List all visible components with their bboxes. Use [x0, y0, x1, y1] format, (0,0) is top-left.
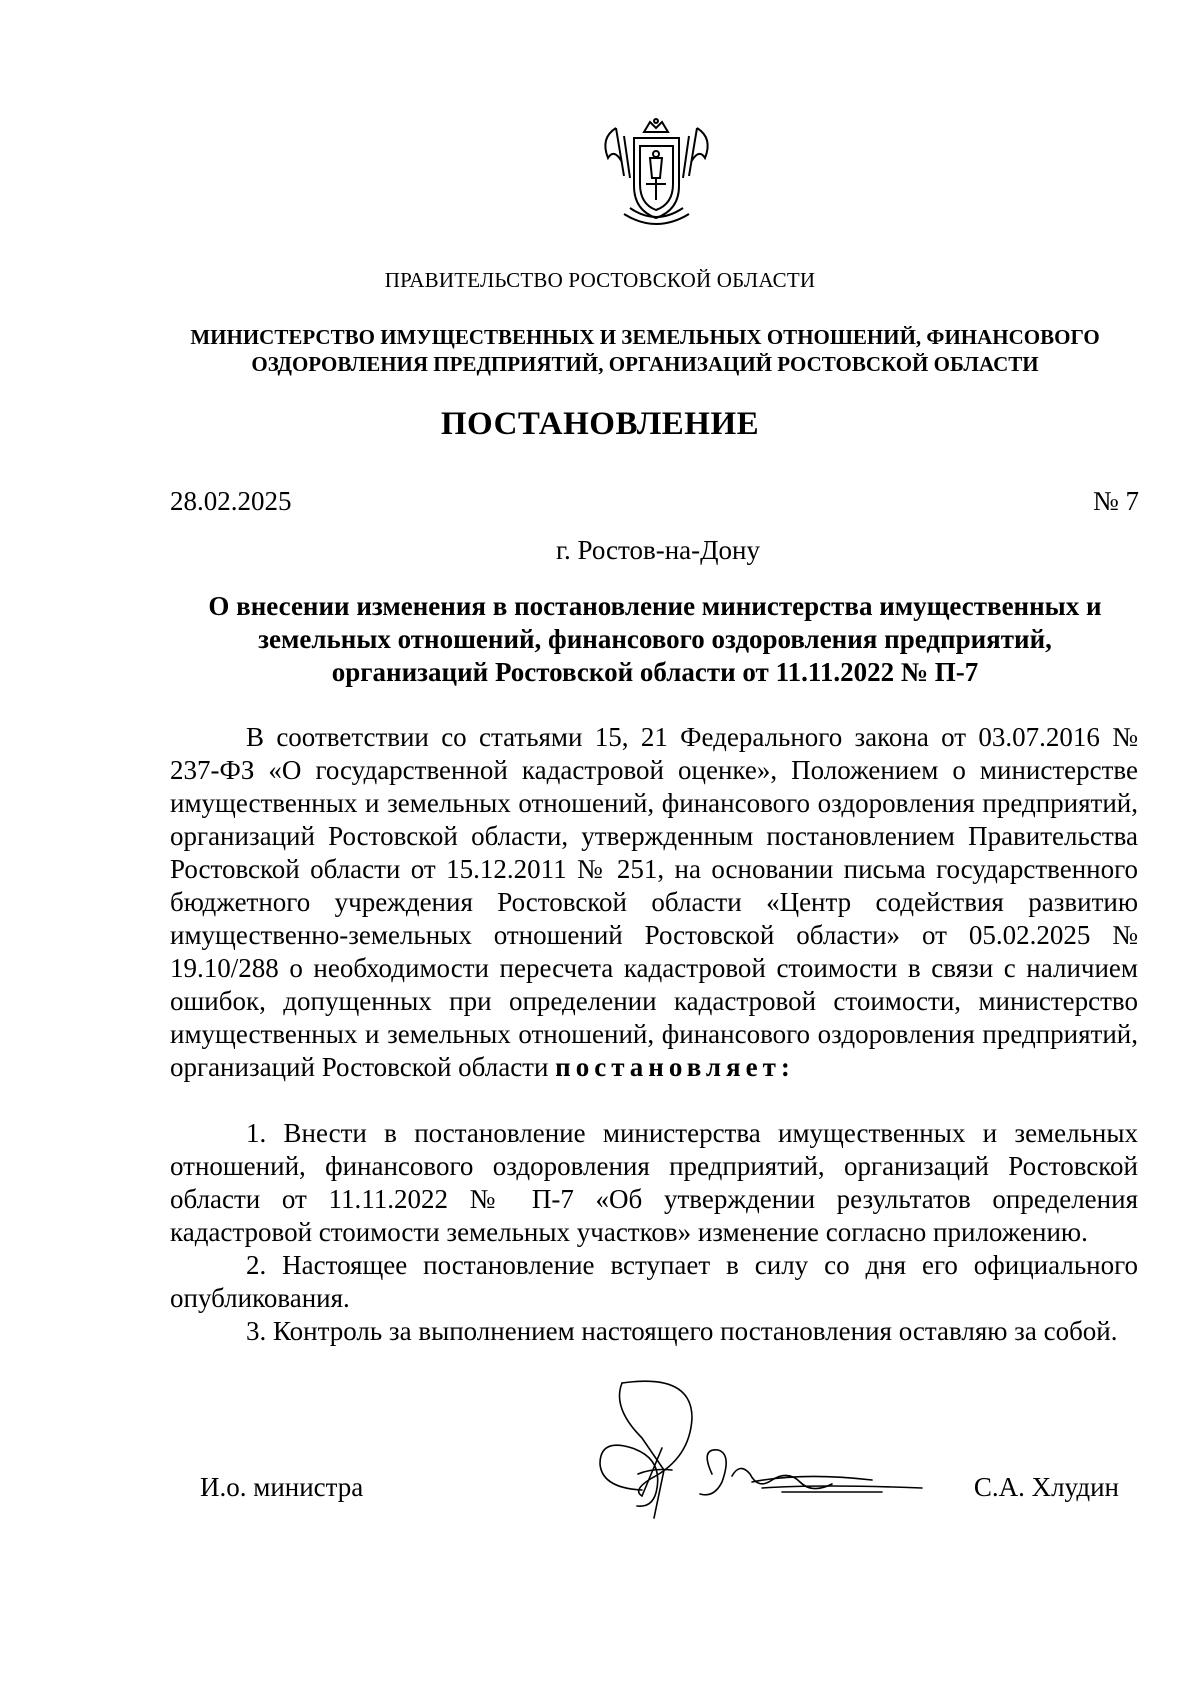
document-title: [175, 590, 1135, 689]
government-name: ПРАВИТЕЛЬСТВО РОСТОВСКОЙ ОБЛАСТИ: [384, 268, 816, 292]
document-date: 28.02.2025: [170, 486, 292, 516]
resolves-word: постановляет:: [555, 1052, 795, 1082]
ministry-name-line1: МИНИСТЕРСТВО ИМУЩЕСТВЕННЫХ И ЗЕМЕЛЬНЫХ ОТНОШЕНИЙ, ФИНАНСОВОГО: [190, 325, 1100, 349]
ministry-name-line2: ОЗДОРОВЛЕНИЯ ПРЕДПРИЯТИЙ, ОРГАНИЗАЦИЙ РОСТОВСКОЙ ОБЛАСТИ: [251, 352, 1039, 376]
document-city: г. Ростов-на-Дону: [555, 535, 760, 565]
document-number: № 7: [1092, 486, 1139, 516]
document-type: ПОСТАНОВЛЕНИЕ: [440, 406, 760, 442]
handwritten-signature: [582, 1378, 952, 1528]
title-line3: организаций Ростовской области от 11.11.2022 № П-7: [331, 657, 979, 687]
title-line1: О внесении изменения в постановление министерства имущественных и: [208, 591, 1102, 621]
preamble-paragraph: [170, 721, 1138, 1084]
item-2: 2. Настоящее постановление вступает в силу со дня его официального опубликования.: [170, 1250, 1138, 1313]
preamble-text: В соответствии со статьями 15, 21 Федерального закона от 03.07.2016 № 237-ФЗ «О государственной кадастровой оценке», Положением о министерстве имущественных и земельных отношений, финансового оздоровления предприятий, организаций Ростовской области, утвержденным постановлением Правительства Ростовской области от 15.12.2011 № 251, на основании письма государственного бюджетного учреждения Ростовской области «Центр содействия развитию имущественно-земельных отношений Ростовской области» от 05.02.2025 № 19.10/288 о необходимости пересчета кадастровой стоимости в связи с наличием ошибок, допущенных при определении кадастровой стоимости, министерство имущественных и земельных отношений, финансового оздоровления предприятий, организаций Ростовской области: [170, 722, 1138, 1082]
document-body: [170, 721, 1138, 1348]
title-line2: земельных отношений, финансового оздоровления предприятий,: [258, 624, 1052, 654]
ministry-name: [150, 324, 1140, 378]
signatory-position: И.о. министра: [200, 1472, 364, 1502]
signatory-name: С.А. Хлудин: [973, 1472, 1119, 1502]
coat-of-arms-icon: [594, 118, 719, 235]
item-1: 1. Внести в постановление министерства имущественных и земельных отношений, финансового оздоровления предприятий, организаций Ростовской области от 11.11.2022 № П-7 «Об утверждении результатов определения кадастровой стоимости земельных участков» изменение согласно приложению.: [170, 1118, 1138, 1247]
item-3: 3. Контроль за выполнением настоящего постановления оставляю за собой.: [246, 1316, 1118, 1346]
